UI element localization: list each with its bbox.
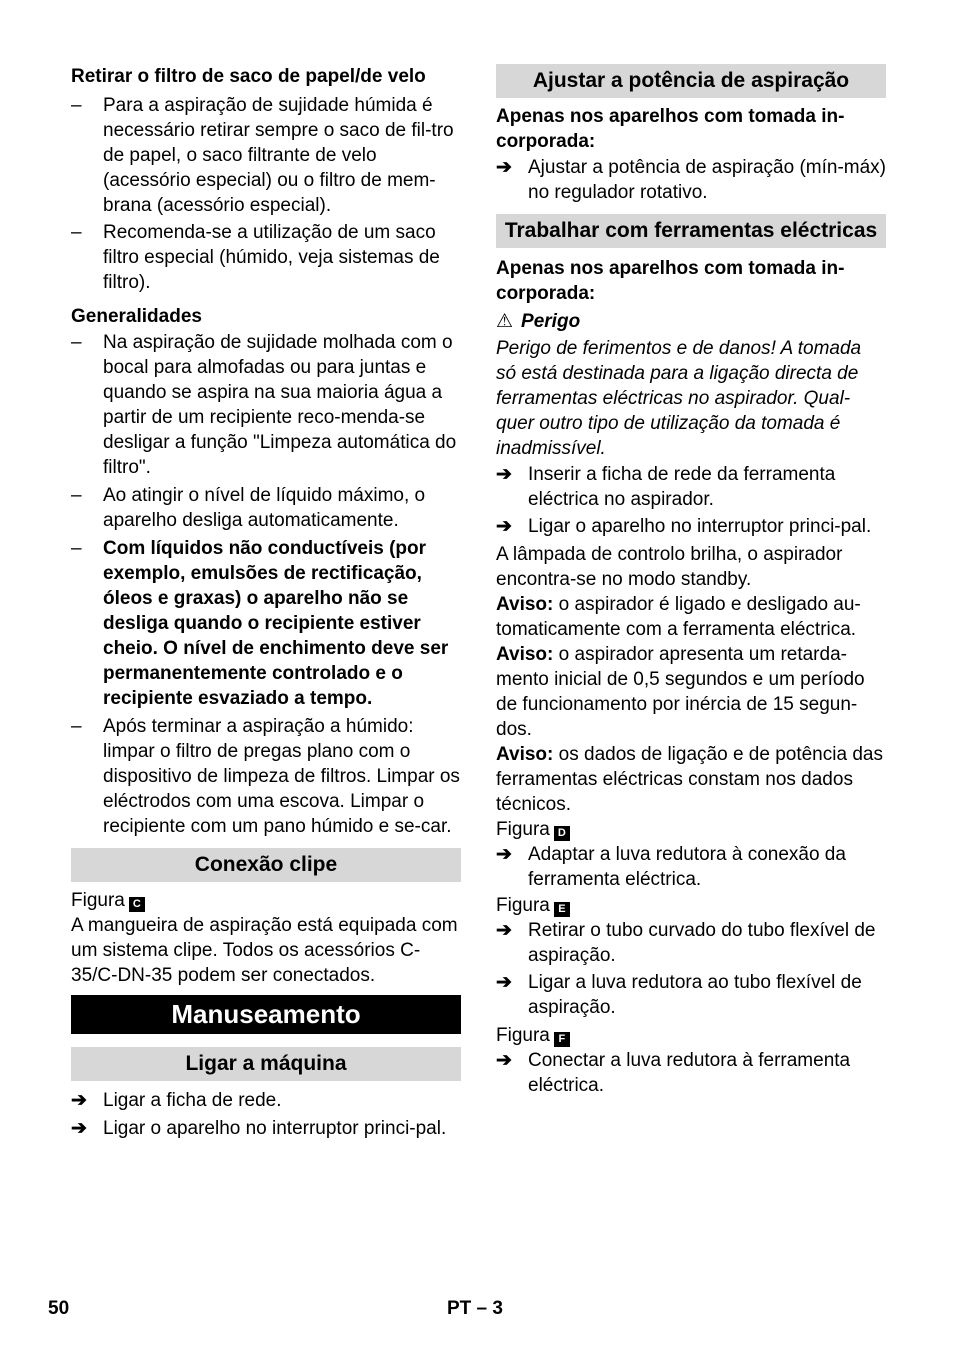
list-item: – Ao atingir o nível de líquido máximo, o aparelho desliga automaticamente.: [71, 485, 426, 531]
section-conexao-clipe: Conexão clipe: [71, 848, 461, 882]
arrow-icon: ➔: [496, 1050, 512, 1071]
page-number: 50: [48, 1298, 70, 1319]
dash-marker: –: [71, 485, 82, 506]
figure-ref: Figura D: [496, 817, 886, 842]
step-item: ➔ Ligar o aparelho no interruptor princi-pal.: [71, 1118, 447, 1139]
arrow-icon: ➔: [496, 157, 512, 178]
step-item: ➔ Conectar a luva redutora à ferramenta eléctrica.: [496, 1050, 851, 1096]
arrow-icon: ➔: [496, 920, 512, 941]
dash-marker: –: [71, 538, 82, 559]
dash-marker: –: [71, 95, 82, 116]
lampada-text: A lâmpada de controlo brilha, o aspirador encontra-se no modo standby.: [496, 544, 843, 590]
aviso-1: Aviso: o aspirador é ligado e desligado au-tomaticamente com a ferramenta eléctrica.: [496, 594, 861, 640]
step-item: ➔ Ajustar a potência de aspiração (mín-máx) no regulador rotativo.: [496, 157, 886, 203]
figure-ref: Figura F: [496, 1023, 886, 1048]
figure-c-badge: C: [129, 897, 145, 912]
heading-apenas: Apenas nos aparelhos com tomada in-corporada:: [496, 106, 845, 152]
step-item: ➔ Ligar a ficha de rede.: [71, 1090, 282, 1111]
right-column: [496, 64, 886, 1098]
step-item: ➔ Inserir a ficha de rede da ferramenta eléctrica no aspirador.: [496, 464, 836, 510]
heading-retirar-filtro: Retirar o filtro de saco de papel/de velo: [71, 66, 426, 87]
aviso-2: Aviso: o aspirador apresenta um retarda-mento inicial de 0,5 segundos e um período de funcionamento por inércia de 15 segun-dos.: [496, 644, 865, 740]
warning-icon: ⚠: [496, 311, 514, 332]
figure-e-badge: E: [554, 902, 570, 917]
clip-text: A mangueira de aspiração está equipada com um sistema clipe. Todos os acessórios C-35/C-DN-35 podem ser conectados.: [71, 915, 458, 986]
figure-f-badge: F: [554, 1032, 570, 1047]
heading-apenas: Apenas nos aparelhos com tomada in-corporada:: [496, 258, 845, 304]
arrow-icon: ➔: [71, 1090, 87, 1111]
step-item: ➔ Retirar o tubo curvado do tubo flexível de aspiração.: [496, 920, 876, 966]
left-column: [71, 64, 461, 1141]
figure-ref: Figura C: [71, 888, 461, 913]
arrow-icon: ➔: [496, 844, 512, 865]
list-item: – Após terminar a aspiração a húmido: limpar o filtro de pregas plano com o dispositivo de limpeza de filtros. Limpar os eléctrodos com uma escova. Limpar o recipiente com um pano húmido e se-car.: [71, 716, 460, 837]
main-title: Manuseamento: [71, 995, 461, 1034]
section-potencia: Ajustar a potência de aspiração: [496, 64, 886, 98]
arrow-icon: ➔: [71, 1118, 87, 1139]
figure-ref: Figura E: [496, 893, 886, 918]
dash-marker: –: [71, 332, 82, 353]
list-item: – Na aspiração de sujidade molhada com o bocal para almofadas ou para juntas e quando se aspira na sua maioria água a partir de um recipiente reco-menda-se desligar a função "Limpeza automática do filtro".: [71, 332, 457, 478]
aviso-3: Aviso: os dados de ligação e de potência das ferramentas eléctricas constam nos dados técnicos.: [496, 744, 883, 815]
dash-marker: –: [71, 716, 82, 737]
step-item: ➔ Adaptar a luva redutora à conexão da ferramenta eléctrica.: [496, 844, 846, 890]
section-ligar-maquina: Ligar a máquina: [71, 1047, 461, 1081]
dash-marker: –: [71, 222, 82, 243]
list-item-bold: – Com líquidos não conductíveis (por exemplo, emulsões de rectificação, óleos e graxas) o aparelho não se desliga quando o recipiente estiver cheio. O nível de enchimento deve ser permanentemente controlado e o recipiente esvaziado a tempo.: [71, 538, 449, 709]
step-item: ➔ Ligar a luva redutora ao tubo flexível de aspiração.: [496, 972, 862, 1018]
figure-d-badge: D: [554, 826, 570, 841]
language-page-label: PT – 3: [447, 1298, 503, 1319]
arrow-icon: ➔: [496, 464, 512, 485]
section-ferramentas: Trabalhar com ferramentas eléctricas: [496, 214, 886, 248]
warning-text: Perigo de ferimentos e de danos! A tomada só está destinada para a ligação directa de ferramentas eléctricas no aspirador. Qual-quer outro tipo de utilização da tomada é inadmissível.: [496, 338, 862, 459]
list-item: – Para a aspiração de sujidade húmida é necessário retirar sempre o saco de fil-tro de papel, o saco filtrante de velo (acessório especial) ou o filtro de mem-brana (acessório especial).: [71, 95, 454, 216]
arrow-icon: ➔: [496, 516, 512, 537]
list-item: – Recomenda-se a utilização de um saco filtro especial (húmido, veja sistemas de filtro).: [71, 222, 440, 293]
arrow-icon: ➔: [496, 972, 512, 993]
step-item: ➔ Ligar o aparelho no interruptor princi-pal.: [496, 516, 872, 537]
warning-heading: ⚠ Perigo: [496, 311, 581, 332]
heading-generalidades: Generalidades: [71, 306, 202, 327]
